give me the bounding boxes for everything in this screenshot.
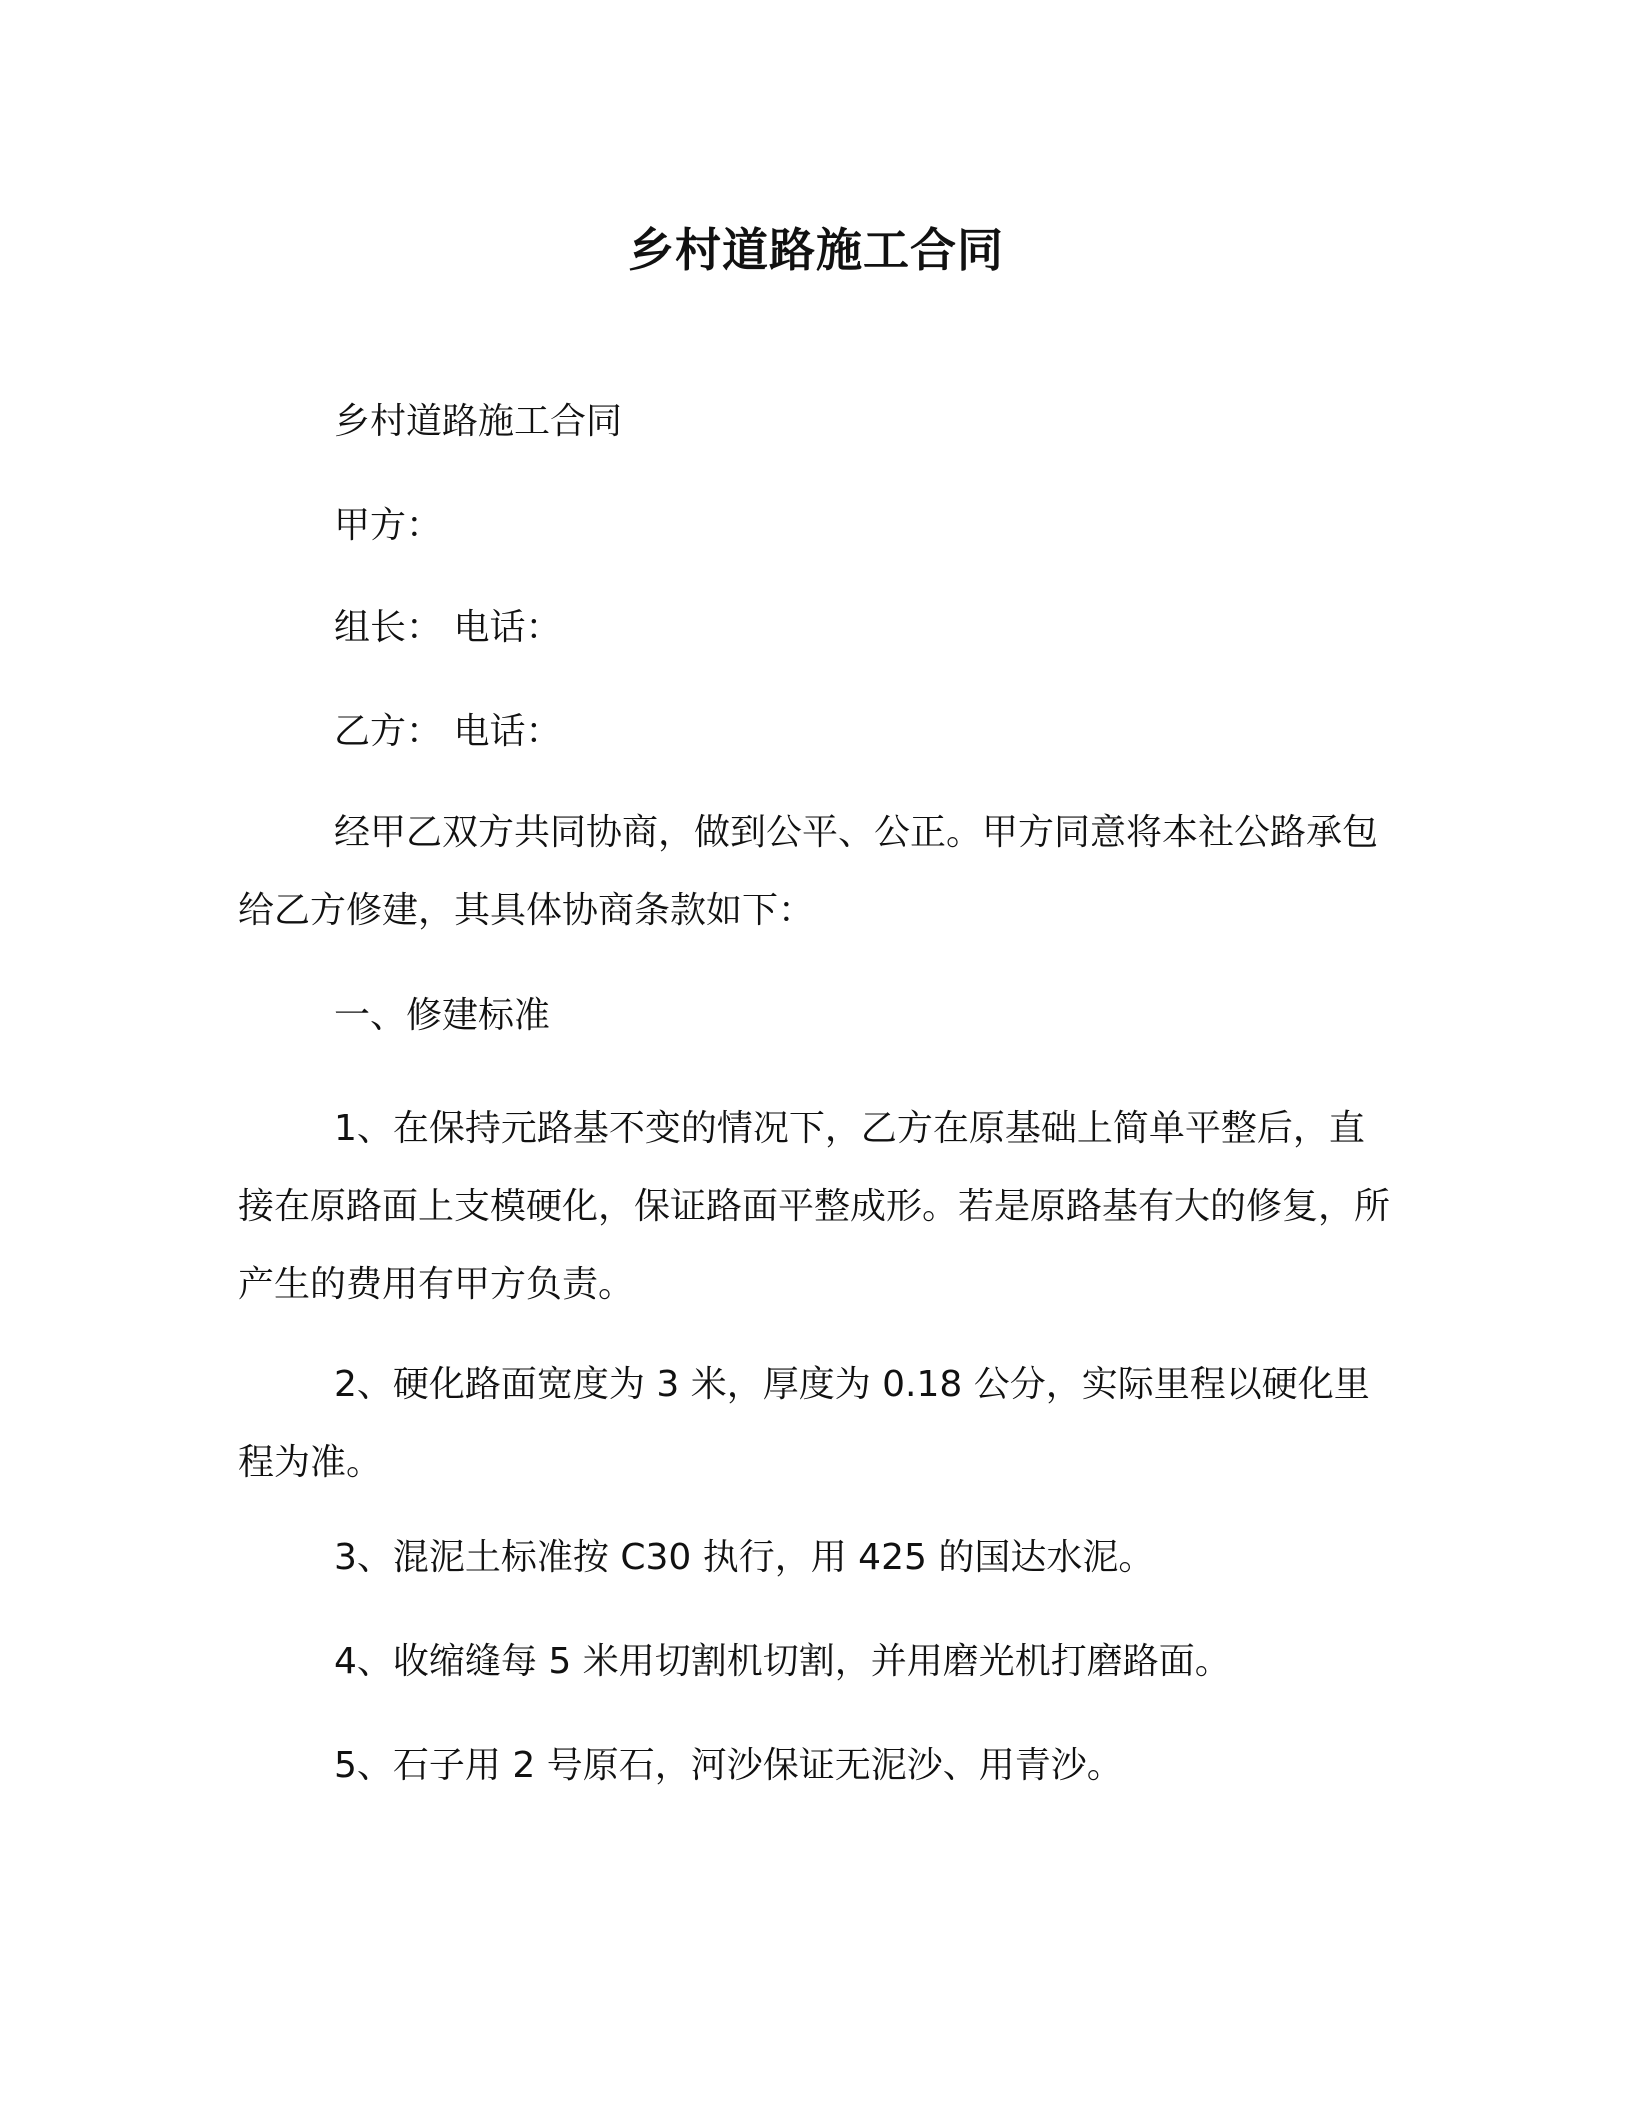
intro-paragraph-block bbox=[238, 794, 1398, 950]
clause-item-3: 3、混泥土标准按 C30 执行，用 425 的国达水泥。 bbox=[334, 1537, 1155, 1578]
party-a-line: 甲方： bbox=[334, 505, 443, 546]
document-subtitle: 乡村道路施工合同 bbox=[334, 401, 623, 442]
clause-item-2: 2、硬化路面宽度为 3 米，厚度为 0.18 公分，实际里程以硬化里程为准。 bbox=[238, 1364, 1370, 1483]
section-1-heading: 一、修建标准 bbox=[334, 995, 551, 1036]
intro-paragraph: 经甲乙双方共同协商，做到公平、公正。甲方同意将本社公路承包给乙方修建，其具体协商条款如下： bbox=[238, 812, 1379, 931]
leader-phone-line: 组长： 电话： bbox=[334, 607, 562, 648]
clause-item-4: 4、收缩缝每 5 米用切割机切割，并用磨光机打磨路面。 bbox=[334, 1641, 1231, 1682]
document-title: 乡村道路施工合同 bbox=[628, 223, 1004, 277]
item-2-block bbox=[238, 1346, 1398, 1502]
party-b-phone-line: 乙方： 电话： bbox=[334, 711, 562, 752]
item-1-block bbox=[238, 1090, 1398, 1324]
clause-item-5: 5、石子用 2 号原石，河沙保证无泥沙、用青沙。 bbox=[334, 1745, 1123, 1786]
clause-item-1: 1、在保持元路基不变的情况下，乙方在原基础上简单平整后，直接在原路面上支模硬化，保证路面平整成形。若是原路基有大的修复，所产生的费用有甲方负责。 bbox=[238, 1108, 1391, 1305]
